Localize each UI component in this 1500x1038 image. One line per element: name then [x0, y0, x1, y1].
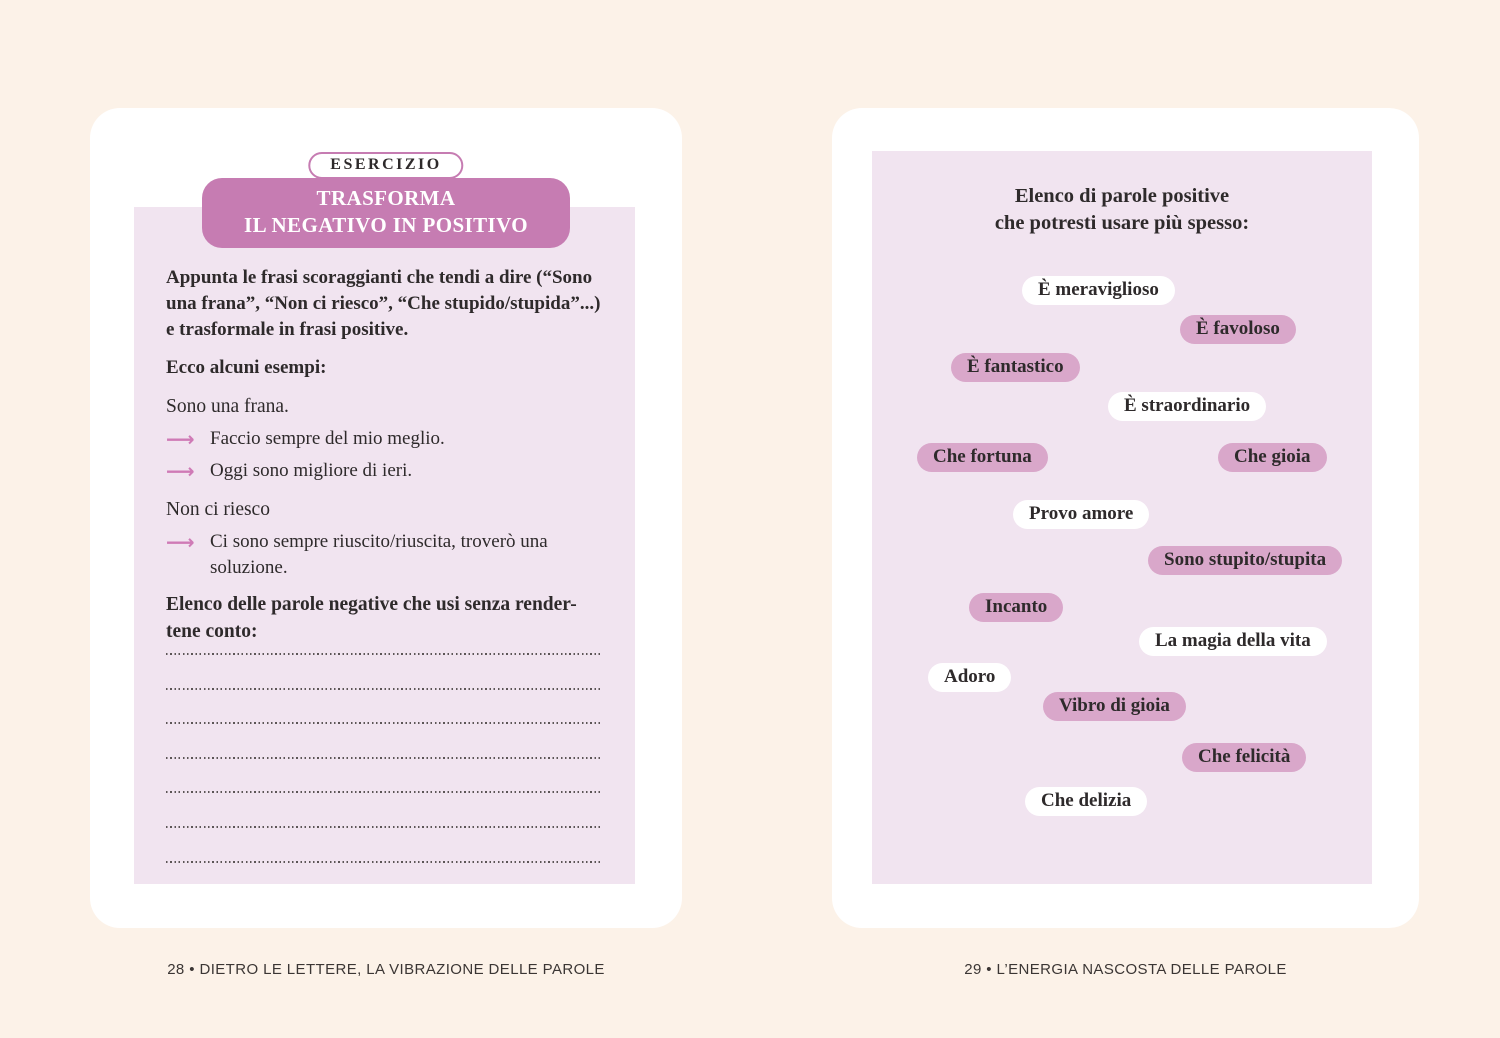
negative-phrase: Sono una frana. — [166, 396, 289, 417]
word-pill: È fantastico — [951, 353, 1080, 382]
right-page-card — [832, 108, 1419, 928]
positive-phrase: Faccio sempre del mio meglio. — [210, 428, 445, 449]
left-page-card — [90, 108, 682, 928]
intro-paragraph-line: e trasformale in frasi positive. — [166, 319, 409, 340]
dotted-write-line — [166, 655, 603, 690]
arrow-right-icon: ⟶ — [166, 427, 195, 451]
positive-phrase — [210, 529, 548, 581]
word-pill: Sono stupito/stupita — [1148, 546, 1342, 575]
positive-words-title — [872, 183, 1372, 237]
negative-words-heading-line1: Elenco delle parole negative che usi senza render- — [166, 594, 577, 615]
right-page-footer: 29 • L’ENERGIA NASCOSTA DELLE PAROLE — [964, 961, 1287, 978]
word-pill: La magia della vita — [1139, 627, 1327, 656]
positive-line — [166, 529, 603, 581]
positive-phrase-line2: soluzione. — [210, 557, 288, 578]
negative-phrase: Non ci riesco — [166, 499, 270, 520]
intro-paragraph-line: Appunta le frasi scoraggianti che tendi a dire (“Sono — [166, 267, 593, 288]
left-page-footer: 28 • DIETRO LE LETTERE, LA VIBRAZIONE DELLE PAROLE — [167, 961, 605, 978]
positive-phrase: Oggi sono migliore di ieri. — [210, 460, 413, 481]
intro-paragraph-line: una frana”, “Non ci riesco”, “Che stupido/stupida”...) — [166, 293, 601, 314]
negative-words-heading-line2: tene conto: — [166, 621, 258, 642]
positive-line — [166, 426, 603, 452]
word-pill: Che fortuna — [917, 443, 1048, 472]
word-pill: Incanto — [969, 593, 1063, 622]
word-pill: È meraviglioso — [1022, 276, 1175, 305]
word-pill: Che felicità — [1182, 743, 1306, 772]
word-pill: È favoloso — [1180, 315, 1296, 344]
exercise-title-line2: IL NEGATIVO IN POSITIVO — [244, 213, 528, 237]
positive-words-title-line2: che potresti usare più spesso: — [994, 212, 1250, 234]
word-pill: Provo amore — [1013, 500, 1149, 529]
word-pill: Che gioia — [1218, 443, 1327, 472]
exercise-panel — [134, 207, 635, 884]
word-pill: È straordinario — [1108, 392, 1266, 421]
positive-phrase-line1: Ci sono sempre riuscito/riuscita, troverò una — [210, 531, 548, 552]
dotted-write-line — [166, 690, 603, 725]
arrow-right-icon: ⟶ — [166, 459, 195, 483]
examples-heading: Ecco alcuni esempi: — [166, 357, 327, 378]
exercise-title-line1: TRASFORMA — [316, 186, 456, 210]
arrow-right-icon: ⟶ — [166, 530, 195, 554]
exercise-title-box — [202, 178, 570, 248]
word-pill: Adoro — [928, 663, 1011, 692]
word-pill: Che delizia — [1025, 787, 1147, 816]
dotted-write-line — [166, 828, 603, 863]
word-pill: Vibro di gioia — [1043, 692, 1186, 721]
dotted-write-line — [166, 724, 603, 759]
positive-line — [166, 458, 603, 484]
dotted-write-line — [166, 793, 603, 828]
exercise-badge: ESERCIZIO — [308, 152, 463, 179]
dotted-write-line — [166, 759, 603, 794]
dotted-write-line — [166, 645, 603, 655]
write-lines — [166, 645, 603, 863]
positive-words-panel — [872, 151, 1372, 884]
positive-words-title-line1: Elenco di parole positive — [1014, 185, 1230, 207]
